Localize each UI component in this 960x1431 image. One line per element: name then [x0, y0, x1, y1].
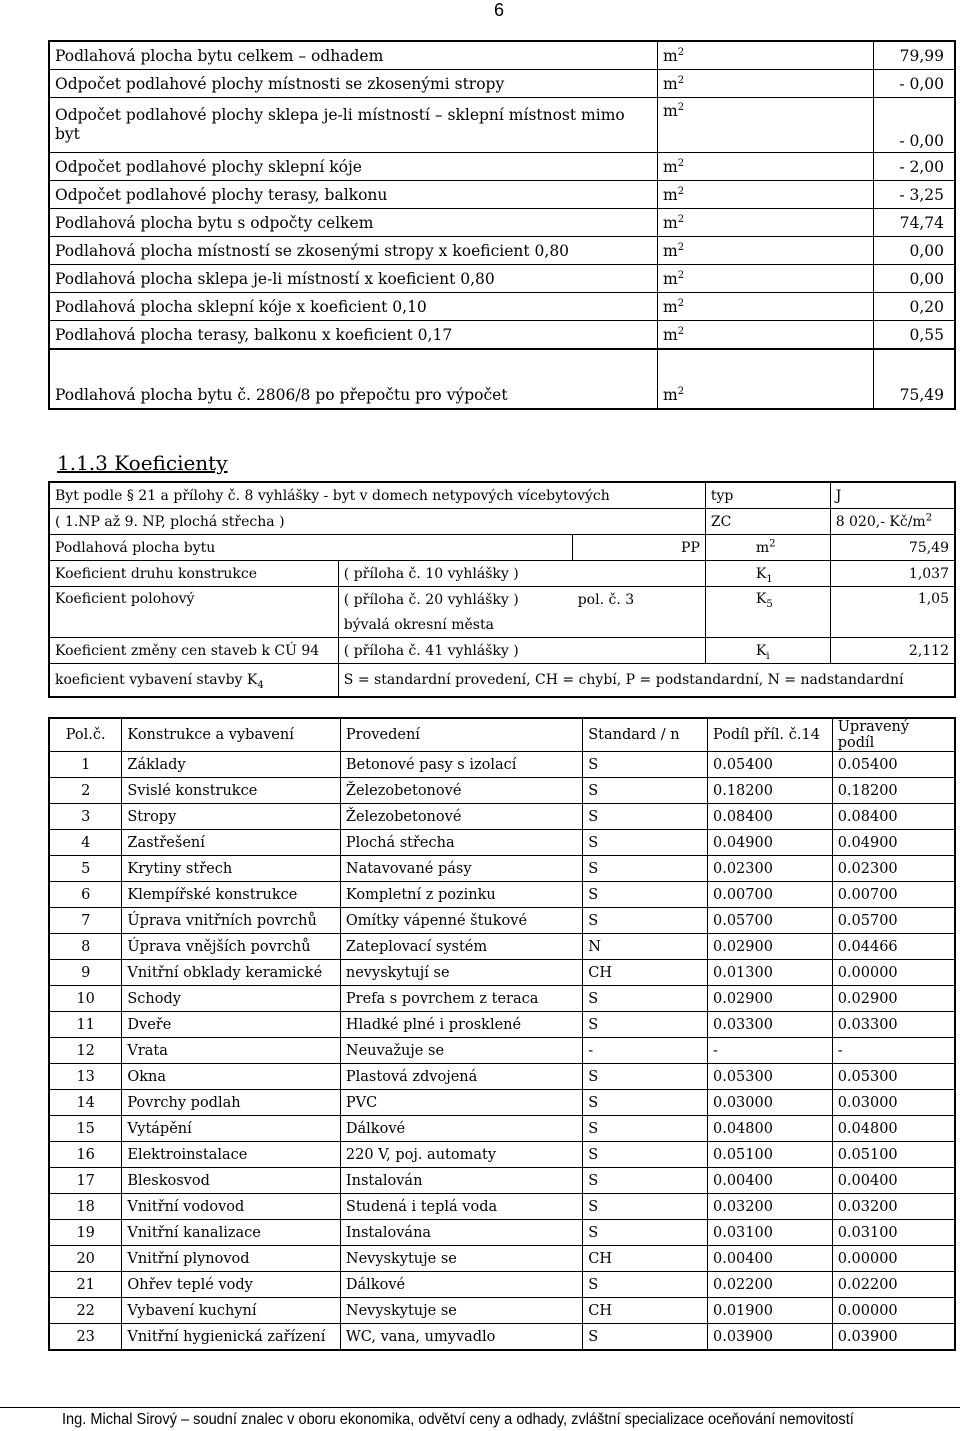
- table-cell: 0.00400: [707, 1246, 832, 1272]
- area-value: 75,49: [874, 349, 956, 409]
- area-value: - 0,00: [874, 70, 956, 98]
- area-row: [49, 237, 955, 265]
- table-cell: 0.05100: [707, 1142, 832, 1168]
- area-value: 74,74: [874, 209, 956, 237]
- construction-header-cell: Podíl příl. č.14: [707, 718, 832, 752]
- coef-row-k1: [49, 561, 955, 587]
- footer-rule: [0, 1407, 960, 1408]
- table-cell: 0.02900: [832, 986, 955, 1012]
- pp-label: Podlahová plocha bytu: [49, 535, 573, 561]
- table-cell: 0.05400: [707, 752, 832, 778]
- k1-symbol: $K_1$: [705, 561, 830, 587]
- table-cell: 23: [49, 1324, 122, 1351]
- table-cell: 0.01300: [707, 960, 832, 986]
- pp-code: PP: [573, 535, 706, 561]
- table-cell: 0.02200: [707, 1272, 832, 1298]
- table-cell: 0.03900: [707, 1324, 832, 1351]
- area-row: [49, 181, 955, 209]
- table-cell: 17: [49, 1168, 122, 1194]
- area-label: Odpočet podlahové plochy sklepní kóje: [49, 153, 658, 181]
- table-cell: Vnitřní hygienická zařízení: [122, 1324, 341, 1351]
- area-unit: $m^2$: [658, 98, 874, 153]
- pp-unit: $m^2$: [705, 535, 830, 561]
- table-cell: 0.02300: [707, 856, 832, 882]
- table-cell: 0.00700: [707, 882, 832, 908]
- ki-symbol: $K_i$: [705, 638, 830, 664]
- area-unit: $m^2$: [658, 349, 874, 409]
- coef-row-typ: [49, 482, 955, 509]
- area-label: Podlahová plocha sklepní kóje x koeficient 0,10: [49, 293, 658, 321]
- table-cell: N: [583, 934, 708, 960]
- area-value: 0,00: [874, 265, 956, 293]
- table-cell: 0.00400: [707, 1168, 832, 1194]
- table-cell: 1: [49, 752, 122, 778]
- table-row: [49, 1012, 955, 1038]
- table-cell: S: [583, 1012, 708, 1038]
- table-cell: Úprava vnitřních povrchů: [122, 908, 341, 934]
- table-cell: 0.03100: [707, 1220, 832, 1246]
- table-cell: 0.04900: [832, 830, 955, 856]
- table-cell: Instalován: [340, 1168, 582, 1194]
- area-row: [49, 209, 955, 237]
- table-row: [49, 934, 955, 960]
- coef-row-pp: [49, 535, 955, 561]
- table-cell: 0.05300: [832, 1064, 955, 1090]
- table-row: [49, 804, 955, 830]
- k5-value: 1,05: [830, 587, 955, 638]
- area-row: [49, 293, 955, 321]
- table-cell: Bleskosvod: [122, 1168, 341, 1194]
- table-cell: Úprava vnějších povrchů: [122, 934, 341, 960]
- construction-table: [48, 717, 956, 1351]
- area-value: 0,00: [874, 237, 956, 265]
- area-unit: $m^2$: [658, 153, 874, 181]
- table-row: [49, 1090, 955, 1116]
- typ-label: typ: [705, 482, 830, 509]
- table-cell: S: [583, 856, 708, 882]
- k5-source: ( příloha č. 20 vyhlášky ): [338, 587, 572, 613]
- table-row: [49, 882, 955, 908]
- table-cell: 20: [49, 1246, 122, 1272]
- k1-label: Koeficient druhu konstrukce: [49, 561, 338, 587]
- table-cell: S: [583, 1324, 708, 1351]
- table-cell: 0.03000: [707, 1090, 832, 1116]
- table-row: [49, 1272, 955, 1298]
- ki-value: 2,112: [830, 638, 955, 664]
- typ-text: Byt podle § 21 a přílohy č. 8 vyhlášky - byt v domech netypových vícebytových: [49, 482, 705, 509]
- area-unit: $m^2$: [658, 181, 874, 209]
- table-cell: Zateplovací systém: [340, 934, 582, 960]
- area-value: 79,99: [874, 41, 956, 70]
- table-cell: S: [583, 1168, 708, 1194]
- table-cell: 9: [49, 960, 122, 986]
- table-cell: S: [583, 1142, 708, 1168]
- table-cell: 0.02200: [832, 1272, 955, 1298]
- table-cell: S: [583, 986, 708, 1012]
- zc-text: ( 1.NP až 9. NP, plochá střecha ): [49, 509, 705, 535]
- table-cell: 0.00700: [832, 882, 955, 908]
- table-cell: 0.02300: [832, 856, 955, 882]
- area-value: 0,20: [874, 293, 956, 321]
- table-cell: 0.00000: [832, 1298, 955, 1324]
- k5-symbol: $K_5$: [705, 587, 830, 638]
- table-cell: 18: [49, 1194, 122, 1220]
- area-row: [49, 349, 955, 409]
- area-label: Podlahová plocha bytu č. 2806/8 po přepočtu pro výpočet: [49, 349, 658, 409]
- table-cell: 0.02900: [707, 986, 832, 1012]
- table-cell: 10: [49, 986, 122, 1012]
- table-cell: Nevyskytuje se: [340, 1298, 582, 1324]
- table-cell: 0.03300: [832, 1012, 955, 1038]
- table-cell: 0.04466: [832, 934, 955, 960]
- table-row: [49, 1168, 955, 1194]
- table-cell: Vrata: [122, 1038, 341, 1064]
- table-cell: 3: [49, 804, 122, 830]
- table-cell: 13: [49, 1064, 122, 1090]
- table-cell: 0.04900: [707, 830, 832, 856]
- table-cell: Hladké plné i prosklené: [340, 1012, 582, 1038]
- table-cell: S: [583, 752, 708, 778]
- area-unit: $m^2$: [658, 321, 874, 350]
- table-cell: Elektroinstalace: [122, 1142, 341, 1168]
- zc-value: 8 020,- $Kč/m^2$: [830, 509, 955, 535]
- table-cell: CH: [583, 960, 708, 986]
- table-cell: Zastřešení: [122, 830, 341, 856]
- table-row: [49, 1116, 955, 1142]
- table-cell: Krytiny střech: [122, 856, 341, 882]
- table-cell: Železobetonové: [340, 778, 582, 804]
- coef-row-ki: [49, 638, 955, 664]
- table-cell: Vnitřní vodovod: [122, 1194, 341, 1220]
- area-row: [49, 41, 955, 70]
- table-cell: 7: [49, 908, 122, 934]
- zc-label: ZC: [705, 509, 830, 535]
- table-cell: Vnitřní kanalizace: [122, 1220, 341, 1246]
- table-cell: -: [707, 1038, 832, 1064]
- k5-pol: pol. č. 3: [573, 587, 706, 613]
- area-label: Podlahová plocha místností se zkosenými stropy x koeficient 0,80: [49, 237, 658, 265]
- coefficients-table: [48, 481, 956, 698]
- table-cell: Dálkové: [340, 1116, 582, 1142]
- table-cell: Natavované pásy: [340, 856, 582, 882]
- area-row: [49, 265, 955, 293]
- area-label: Podlahová plocha sklepa je-li místností x koeficient 0,80: [49, 265, 658, 293]
- table-cell: 0.00000: [832, 960, 955, 986]
- table-cell: 0.05100: [832, 1142, 955, 1168]
- area-unit: $m^2$: [658, 237, 874, 265]
- table-row: [49, 1038, 955, 1064]
- table-cell: Vytápění: [122, 1116, 341, 1142]
- area-row: [49, 153, 955, 181]
- table-cell: 6: [49, 882, 122, 908]
- k5-label: Koeficient polohový: [49, 587, 338, 638]
- table-cell: Plochá střecha: [340, 830, 582, 856]
- ki-source: ( příloha č. 41 vyhlášky ): [338, 638, 705, 664]
- k1-value: 1,037: [830, 561, 955, 587]
- table-cell: Vnitřní plynovod: [122, 1246, 341, 1272]
- table-cell: S: [583, 908, 708, 934]
- table-cell: 0.18200: [707, 778, 832, 804]
- table-cell: S: [583, 1194, 708, 1220]
- table-row: [49, 1194, 955, 1220]
- page-number: 6: [494, 0, 505, 20]
- table-cell: Okna: [122, 1064, 341, 1090]
- table-cell: Omítky vápenné štukové: [340, 908, 582, 934]
- table-cell: Nevyskytuje se: [340, 1246, 582, 1272]
- table-cell: 0.03300: [707, 1012, 832, 1038]
- table-cell: Plastová zdvojená: [340, 1064, 582, 1090]
- area-label: Odpočet podlahové plochy sklepa je-li místností – sklepní místnost mimo byt: [49, 98, 658, 153]
- table-cell: S: [583, 1272, 708, 1298]
- k4-legend: S = standardní provedení, CH = chybí, P = podstandardní, N = nadstandardní: [338, 664, 955, 698]
- section-heading: 1.1.3 Koeficienty: [57, 451, 228, 475]
- table-cell: 0.08400: [832, 804, 955, 830]
- area-unit: $m^2$: [658, 41, 874, 70]
- area-row: [49, 70, 955, 98]
- table-cell: S: [583, 778, 708, 804]
- table-cell: Vnitřní obklady keramické: [122, 960, 341, 986]
- table-cell: S: [583, 804, 708, 830]
- table-cell: Schody: [122, 986, 341, 1012]
- table-cell: 5: [49, 856, 122, 882]
- k5-note: bývalá okresní města: [338, 612, 705, 638]
- table-cell: S: [583, 882, 708, 908]
- table-cell: 0.05300: [707, 1064, 832, 1090]
- footer-text: Ing. Michal Sirový – soudní znalec v oboru ekonomika, odvětví ceny a odhady, zvláštní specializace oceňování nemovitostí: [62, 1411, 854, 1428]
- table-row: [49, 1246, 955, 1272]
- table-cell: 0.03000: [832, 1090, 955, 1116]
- table-cell: 0.05700: [707, 908, 832, 934]
- table-cell: 0.18200: [832, 778, 955, 804]
- floor-area-table: [48, 40, 956, 410]
- area-label: Podlahová plocha bytu celkem – odhadem: [49, 41, 658, 70]
- construction-header-cell: Provedení: [340, 718, 582, 752]
- construction-header: [49, 718, 955, 752]
- area-unit: $m^2$: [658, 293, 874, 321]
- table-cell: 11: [49, 1012, 122, 1038]
- table-cell: Svislé konstrukce: [122, 778, 341, 804]
- table-cell: 0.03200: [832, 1194, 955, 1220]
- table-cell: Základy: [122, 752, 341, 778]
- area-label: Podlahová plocha terasy, balkonu x koeficient 0,17: [49, 321, 658, 350]
- table-row: [49, 778, 955, 804]
- table-cell: 0.00400: [832, 1168, 955, 1194]
- table-cell: S: [583, 1220, 708, 1246]
- table-cell: Dveře: [122, 1012, 341, 1038]
- table-cell: Dálkové: [340, 1272, 582, 1298]
- table-cell: 2: [49, 778, 122, 804]
- table-cell: 0.03100: [832, 1220, 955, 1246]
- table-cell: CH: [583, 1246, 708, 1272]
- table-cell: 21: [49, 1272, 122, 1298]
- area-unit: $m^2$: [658, 265, 874, 293]
- table-cell: 0.03200: [707, 1194, 832, 1220]
- table-row: [49, 1220, 955, 1246]
- table-cell: Betonové pasy s izolací: [340, 752, 582, 778]
- table-cell: 0.03900: [832, 1324, 955, 1351]
- table-cell: S: [583, 1116, 708, 1142]
- table-row: [49, 830, 955, 856]
- ki-label: Koeficient změny cen staveb k CÚ 94: [49, 638, 338, 664]
- table-cell: S: [583, 1064, 708, 1090]
- area-value: - 0,00: [874, 98, 956, 153]
- table-cell: 0.04800: [832, 1116, 955, 1142]
- table-cell: 0.04800: [707, 1116, 832, 1142]
- area-value: - 2,00: [874, 153, 956, 181]
- construction-header-cell: Konstrukce a vybavení: [122, 718, 341, 752]
- table-cell: 0.05400: [832, 752, 955, 778]
- table-cell: Železobetonové: [340, 804, 582, 830]
- table-cell: WC, vana, umyvadlo: [340, 1324, 582, 1351]
- construction-header-cell: Pol.č.: [49, 718, 122, 752]
- table-row: [49, 1064, 955, 1090]
- table-cell: 12: [49, 1038, 122, 1064]
- area-unit: $m^2$: [658, 209, 874, 237]
- table-cell: 0.01900: [707, 1298, 832, 1324]
- table-cell: 22: [49, 1298, 122, 1324]
- table-cell: -: [583, 1038, 708, 1064]
- table-cell: PVC: [340, 1090, 582, 1116]
- area-unit: $m^2$: [658, 70, 874, 98]
- coef-row-zc: [49, 509, 955, 535]
- table-cell: Kompletní z pozinku: [340, 882, 582, 908]
- coef-row-k5: [49, 587, 955, 613]
- table-cell: Prefa s povrchem z teraca: [340, 986, 582, 1012]
- table-cell: 220 V, poj. automaty: [340, 1142, 582, 1168]
- table-cell: Instalována: [340, 1220, 582, 1246]
- area-value: - 3,25: [874, 181, 956, 209]
- table-cell: 14: [49, 1090, 122, 1116]
- table-cell: 16: [49, 1142, 122, 1168]
- table-cell: Ohřev teplé vody: [122, 1272, 341, 1298]
- k1-source: ( příloha č. 10 vyhlášky ): [338, 561, 705, 587]
- table-cell: CH: [583, 1298, 708, 1324]
- construction-header-cell: Upravený podíl: [832, 718, 955, 752]
- area-row: [49, 98, 955, 153]
- table-cell: 0.00000: [832, 1246, 955, 1272]
- area-label: Odpočet podlahové plochy místnosti se zkosenými stropy: [49, 70, 658, 98]
- table-cell: Studená i teplá voda: [340, 1194, 582, 1220]
- table-row: [49, 1324, 955, 1351]
- table-row: [49, 752, 955, 778]
- pp-value: 75,49: [830, 535, 955, 561]
- table-row: [49, 1298, 955, 1324]
- table-row: [49, 986, 955, 1012]
- table-row: [49, 908, 955, 934]
- table-cell: Povrchy podlah: [122, 1090, 341, 1116]
- typ-value: J: [830, 482, 955, 509]
- table-cell: nevyskytují se: [340, 960, 582, 986]
- table-cell: 19: [49, 1220, 122, 1246]
- table-cell: S: [583, 830, 708, 856]
- table-row: [49, 960, 955, 986]
- table-cell: Stropy: [122, 804, 341, 830]
- table-row: [49, 1142, 955, 1168]
- area-label: Odpočet podlahové plochy terasy, balkonu: [49, 181, 658, 209]
- construction-header-cell: Standard / n: [583, 718, 708, 752]
- table-cell: Vybavení kuchyní: [122, 1298, 341, 1324]
- table-cell: -: [832, 1038, 955, 1064]
- table-cell: 0.05700: [832, 908, 955, 934]
- table-cell: 8: [49, 934, 122, 960]
- area-label: Podlahová plocha bytu s odpočty celkem: [49, 209, 658, 237]
- table-cell: 0.02900: [707, 934, 832, 960]
- table-cell: 4: [49, 830, 122, 856]
- coef-row-k4: [49, 664, 955, 698]
- table-cell: S: [583, 1090, 708, 1116]
- table-cell: 0.08400: [707, 804, 832, 830]
- table-cell: Klempířské konstrukce: [122, 882, 341, 908]
- table-cell: Neuvažuje se: [340, 1038, 582, 1064]
- table-row: [49, 856, 955, 882]
- k4-label: koeficient vybavení stavby $K_4$: [49, 664, 338, 698]
- table-cell: 15: [49, 1116, 122, 1142]
- area-value: 0,55: [874, 321, 956, 350]
- area-row: [49, 321, 955, 350]
